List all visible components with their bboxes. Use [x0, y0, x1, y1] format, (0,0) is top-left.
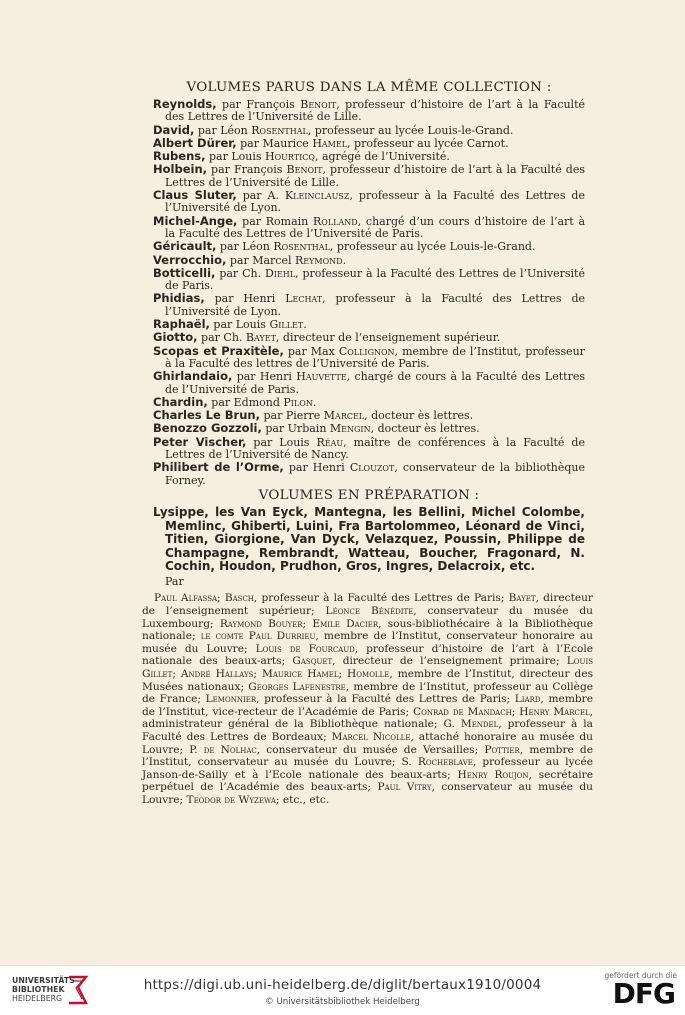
published-entry: [153, 189, 585, 215]
entry-by: par Louis: [205, 150, 266, 164]
contributor-role: , secrétaire perpétuel de l’Académie des beaux-arts;: [142, 768, 593, 794]
entry-title: Philibert de l’Orme,: [153, 460, 284, 475]
entry-title: David,: [153, 122, 195, 137]
entry-by: par Léon: [216, 240, 274, 254]
contributor-name: Paul Vitry: [377, 781, 432, 794]
entry-author: Clouzot: [349, 461, 395, 475]
contributor-role: ;: [302, 617, 313, 630]
sponsor-caption: gefördert durch die: [604, 971, 677, 980]
entry-by: par François: [216, 98, 301, 111]
entry-description: , chargé d’un cours d’histoire de l’art à la Faculté des Lettres de l’Université de Paris.: [165, 214, 585, 240]
contributor-name: P. de Nolhac: [189, 743, 257, 756]
contributor-name: Teodor de Wyzewa: [186, 793, 276, 806]
entry-author: Rolland: [313, 214, 358, 228]
contributor-role: ;: [253, 667, 262, 680]
entry-title: Botticelli,: [153, 265, 216, 280]
entry-description: , docteur ès lettres.: [370, 422, 480, 436]
entry-description: , maître de conférences à la Faculté de Lettres de l’Université de Nancy.: [165, 435, 585, 462]
entry-description: , conservateur de la bibliothèque Forney.: [165, 461, 585, 487]
footer-bar: [0, 965, 685, 1015]
entry-by: par Pierre: [259, 409, 324, 423]
entry-author: Benoit: [286, 163, 323, 177]
contributor-role: , professeur d’histoire de l’art à l’Ecole nationale des beaux-arts;: [142, 642, 593, 668]
contributor-role: ;: [217, 592, 225, 605]
published-entry: [153, 318, 585, 331]
contributor-role: ;: [511, 705, 520, 718]
entry-title: Verrocchio,: [153, 252, 227, 267]
contributor-role: , professeur à la Faculté des Lettres de Bordeaux;: [142, 718, 593, 743]
entry-author: Hamel: [312, 136, 348, 150]
entry-by: par Louis: [209, 318, 270, 332]
contributor-role: ;: [172, 667, 181, 680]
contributor-name: S. Rocheblave: [401, 756, 473, 769]
entry-by: par Ch.: [197, 331, 246, 345]
dfg-logo[interactable]: DFG: [612, 977, 675, 1010]
contributor-role: , membre de l’Institut, conservateur honoraire au musée du Louvre;: [142, 630, 593, 655]
contributor-role: , membre de l’Institut, vice-recteur de l’Académie de Paris;: [142, 693, 593, 718]
contributor-name: Georges Lafenestre: [248, 680, 346, 693]
published-entry: [153, 461, 585, 487]
entry-description: .: [312, 395, 317, 409]
document-url-link[interactable]: https://digi.ub.uni-heidelberg.de/diglit/bertaux1910/0004: [143, 977, 542, 993]
entry-description: , professeur à la Faculté des Lettres de l’Université de Lyon.: [165, 292, 585, 318]
entry-by: par Urbain: [261, 422, 330, 436]
contributor-role: ;: [338, 667, 348, 680]
published-entry: [153, 436, 585, 462]
entry-by: par Edmond: [207, 395, 284, 409]
contributor-name: Lemonnier: [205, 693, 257, 706]
contributor-name: Emile Dacier: [312, 617, 379, 630]
entry-title: Ghirlandaio,: [153, 369, 233, 384]
entry-description: , professeur au lycée Louis-le-Grand.: [329, 240, 536, 254]
entry-author: Lechat: [285, 292, 323, 306]
entry-by: par Marcel: [226, 253, 295, 267]
entry-description: , membre de l’Institut, professeur à la Faculté des lettres de l’Université de Paris.: [165, 344, 585, 370]
published-entry: [153, 396, 585, 409]
contributor-role: , directeur de l’enseignement primaire;: [332, 655, 567, 668]
published-entry: [153, 98, 585, 124]
contributor-name: Homolle: [347, 667, 390, 680]
published-entry: [153, 240, 585, 253]
entry-author: Reymond: [294, 253, 343, 267]
contributor-name: Marcel Nicolle: [331, 730, 411, 743]
entry-author: Rosenthal: [251, 123, 308, 137]
entry-by: par Henri: [204, 292, 286, 306]
entry-author: Réau: [316, 435, 344, 449]
entry-title: Giotto,: [153, 330, 198, 345]
entry-by: par Henri: [283, 461, 350, 475]
contributor-name: Gasquet: [292, 655, 333, 668]
entry-title: Peter Vischer,: [153, 434, 247, 449]
contributor-role: , directeur de l’enseignement supérieur;: [142, 592, 593, 617]
published-entry: [153, 163, 585, 189]
contributor-name: Louis de Fourcaud: [255, 642, 355, 655]
entry-author: Collignon: [338, 344, 395, 358]
entry-title: Reynolds,: [153, 97, 217, 111]
entry-description: , professeur d’histoire de l’art à la Faculté des Lettres de l’Université de Lille.: [165, 98, 586, 124]
published-entry: [153, 292, 585, 318]
entry-description: , professeur au lycée Louis-le-Grand.: [307, 123, 514, 137]
contributor-name: Bayet: [508, 592, 536, 605]
page-content: [142, 80, 594, 806]
published-entry: [153, 370, 585, 396]
entry-author: Benoit: [300, 98, 337, 111]
entry-title: Benozzo Gozzoli,: [153, 421, 262, 436]
par-label: Par: [165, 574, 184, 588]
contributor-role: , conservateur du musée de Versailles;: [256, 743, 485, 756]
entry-title: Rubens,: [153, 149, 206, 164]
contributor-name: Maurice Hamel: [261, 667, 339, 680]
entry-by: par A.: [236, 189, 285, 203]
entry-by: par Louis: [246, 435, 317, 449]
entry-author: Mengin: [329, 422, 371, 436]
entry-description: .: [342, 253, 347, 267]
published-entry: [153, 124, 585, 137]
entry-title: Claus Sluter,: [153, 188, 237, 203]
entry-description: , directeur de l’enseignement supérieur.: [275, 331, 501, 345]
contributor-role: , professeur à la Faculté des Lettres de Paris;: [253, 592, 509, 605]
contributor-role: , membre de l’Institut, directeur des Musées nationaux;: [142, 667, 594, 693]
institution-line-1: UNIVERSITÄTS-: [12, 976, 78, 985]
contributor-role: , professeur à la Faculté des Lettres de Paris;: [256, 693, 515, 706]
contributor-name: Conrad de Mandach: [413, 705, 512, 718]
entry-author: Pilon: [283, 395, 313, 409]
published-entry: [153, 254, 585, 267]
published-entry: [153, 345, 585, 371]
entry-author: Rosenthal: [273, 240, 330, 254]
contributor-name: Louis Gillet: [142, 655, 593, 680]
entry-by: par Henri: [232, 370, 297, 384]
entry-author: Marcel: [323, 409, 365, 423]
entry-title: Géricault,: [153, 239, 217, 254]
entry-by: par Ch.: [215, 266, 265, 280]
entry-title: Michel-Ange,: [153, 213, 238, 228]
contributor-name: Henry Roujon: [457, 768, 529, 781]
entry-author: Hourticq: [265, 150, 315, 164]
contributor-role: , membre de l’Institut, professeur au Collège de France;: [142, 680, 593, 706]
contributor-role: , conservateur au musée du Louvre;: [142, 781, 594, 806]
contributor-name: Raymond Bouyer: [219, 617, 303, 630]
entry-description: , professeur à la Faculté des Lettres de l’Université de Paris.: [165, 266, 585, 293]
published-entry: [153, 422, 585, 435]
contributor-name: Liard: [514, 693, 541, 706]
contributor-role: , administrateur général de la Bibliothèque nationale;: [142, 705, 593, 731]
contributor-name: le comte Paul Durrieu: [200, 630, 316, 643]
preparation-heading: VOLUMES EN PRÉPARATION :: [258, 487, 480, 503]
contributor-name: G. Mendel: [443, 718, 499, 731]
published-entry: [153, 409, 585, 422]
entry-author: Gillet: [269, 318, 304, 332]
entry-title: Holbein,: [153, 162, 207, 177]
institution-line-3: HEIDELBERG: [12, 994, 63, 1003]
entry-title: Raphaël,: [153, 317, 210, 332]
contributor-role: ; etc., etc.: [275, 793, 330, 806]
entry-description: , professeur au lycée Carnot.: [347, 136, 509, 150]
contributor-name: Pottier: [484, 743, 520, 756]
entry-title: Charles Le Brun,: [153, 408, 260, 423]
entry-by: par Maurice: [236, 136, 313, 150]
entry-title: Albert Dürer,: [153, 135, 237, 150]
entry-by: par Max: [283, 344, 339, 358]
contributor-role: , conservateur du musée du Luxembourg;: [142, 604, 593, 630]
entry-description: , professeur d’histoire de l’art à la Faculté des Lettres de l’Université de Lille.: [165, 163, 585, 189]
preparation-names: Lysippe, les Van Eyck, Mantegna, les Bellini, Michel Colombe, Memlinc, Ghiberti, Luini, Fra Bartolommeo, Léonard de Vinci, Titien, Giorgione, Van Dyck, Velazquez, Poussin, Philippe de Champagne, Rembrandt, Watteau, Boucher, Fragonard, N. Cochin, Houdon, Prudhon, Gros, Ingres, Delacroix, etc.: [153, 504, 585, 574]
entry-title: Chardin,: [153, 394, 208, 409]
entry-description: , professeur à la Faculté des Lettres de l’Université de Lyon.: [165, 189, 585, 215]
entry-description: , agrégé de l’Université.: [314, 150, 450, 164]
contributor-role: , attaché honoraire au musée du Louvre;: [142, 730, 593, 756]
entry-author: Bayet: [245, 331, 276, 345]
contributor-name: Henry Marcel: [519, 705, 590, 718]
published-entry: [153, 331, 585, 344]
published-heading: VOLUMES PARUS DANS LA MÊME COLLECTION :: [186, 80, 552, 95]
entry-by: par Romain: [237, 214, 314, 228]
published-entry: [153, 137, 585, 150]
contributor-role: , sous-bibliothécaire à la Bibliothèque nationale;: [142, 617, 593, 643]
published-entry: [153, 215, 585, 241]
contributor-name: Paul Alfassa: [154, 592, 218, 605]
published-list: [153, 98, 585, 487]
published-entry: [153, 267, 585, 293]
entry-description: .: [303, 318, 307, 332]
contributor-name: André Hallays: [180, 667, 254, 680]
entry-by: par Léon: [194, 123, 252, 137]
entry-title: Phidias,: [153, 291, 205, 306]
entry-by: par François: [207, 163, 287, 177]
entry-author: Hauvette: [296, 370, 347, 384]
entry-description: , docteur ès lettres.: [364, 409, 474, 423]
copyright-notice: © Universitätsbibliothek Heidelberg: [265, 997, 420, 1007]
contributor-role: , professeur au lycée Janson-de-Sailly et à l’Ecole nationale des beaux-arts;: [142, 756, 593, 781]
entry-author: Kleinclausz: [284, 189, 350, 203]
contributors-paragraph: [142, 592, 593, 806]
institution-line-2: BIBLIOTHEK: [12, 985, 65, 994]
contributor-name: Basch: [224, 592, 254, 605]
entry-title: Scopas et Praxitèle,: [153, 343, 284, 358]
entry-author: Diehl: [264, 266, 296, 280]
entry-description: , chargé de cours à la Faculté des Lettres de l’Université de Paris.: [165, 370, 585, 396]
contributor-role: , membre de l’Institut, conservateur au musée du Louvre;: [142, 743, 593, 769]
published-entry: [153, 150, 585, 163]
contributor-name: Léonce Bénédite: [325, 604, 414, 617]
